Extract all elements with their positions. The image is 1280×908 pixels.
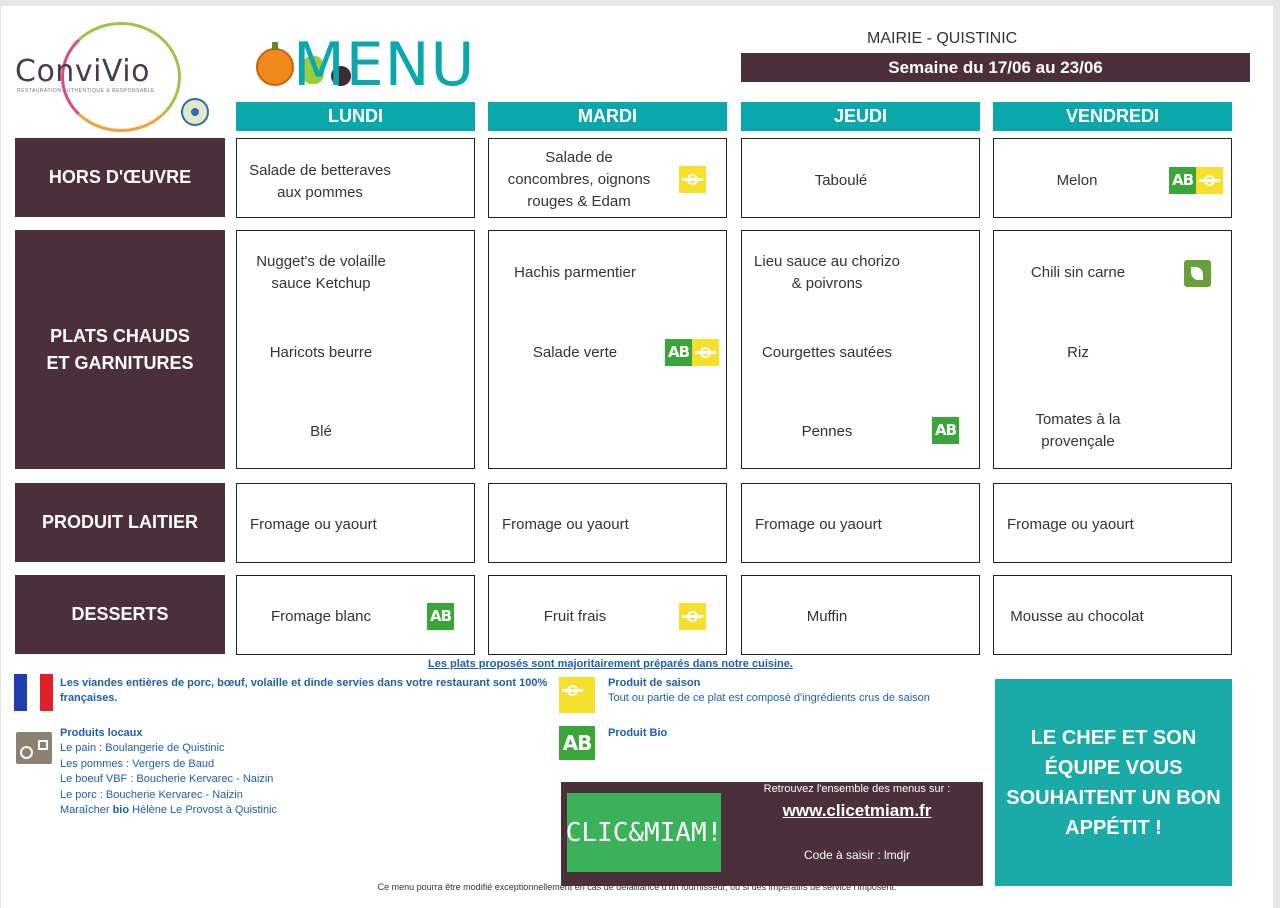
menu-cell-lundi-desserts: [236, 575, 475, 655]
menu-cell-mardi-laitier: [488, 483, 727, 563]
local-product-item: Le boeuf VBF : Boucherie Kervarec - Naizin: [60, 773, 274, 786]
menu-cell-vendredi-desserts: [993, 575, 1232, 655]
dish-text: Fruit frais: [543, 608, 607, 625]
bio-ab-icon: AB: [1169, 167, 1196, 194]
dish-text: Salade verte: [532, 344, 618, 361]
dish-text: Muffin: [806, 608, 848, 625]
france-flag-icon: [14, 674, 53, 711]
location-label: MAIRIE - QUISTINIC: [867, 30, 1018, 47]
footer-disclaimer: Ce menu pourra être modifié exceptionnellement en cas de défaillance d'un fournisseur, ou si des impératifs de service l'imposent.: [377, 882, 897, 892]
seasonal-sun-icon: [1196, 167, 1223, 194]
local-products-legend: [60, 726, 380, 818]
dish-text: Taboulé: [814, 172, 868, 189]
category-laitier: [15, 483, 225, 562]
bio-ab-icon: AB: [932, 417, 959, 444]
dish-text: Fromage ou yaourt: [1007, 516, 1134, 533]
tractor-icon: [16, 732, 52, 764]
reseau-badge-icon: [181, 98, 209, 126]
dish-text: Tomates à la provençale: [1035, 411, 1121, 450]
menu-cell-lundi-laitier: [236, 483, 475, 563]
clicetmiam-intro: Retrouvez l'ensemble des menus sur :: [763, 783, 951, 795]
dish-text: Fromage ou yaourt: [502, 516, 629, 533]
local-product-item: Maraîcher bio Hélène Le Provost à Quistinic: [60, 803, 278, 816]
chef-message: LE CHEF ET SON ÉQUIPE VOUS SOUHAITENT UN BON APPÉTIT !: [1006, 726, 1221, 839]
bio-ab-icon: AB: [427, 603, 454, 630]
day-header-lundi: LUNDI: [236, 102, 475, 131]
category-plats: [15, 230, 225, 469]
menu-cell-lundi-plats: [236, 230, 475, 469]
menu-cell-jeudi-desserts: [741, 575, 980, 655]
convivio-logo-text: ConviVio: [15, 54, 150, 89]
menu-cell-vendredi-laitier: [993, 483, 1232, 563]
vegetarian-leaf-icon: [1184, 260, 1211, 287]
menu-cell-jeudi-plats: [741, 230, 980, 469]
clicetmiam-code: Code à saisir : lmdjr: [803, 848, 911, 862]
clicetmiam-logo: CLIC&MIAM!: [567, 793, 721, 872]
bio-ab-icon: AB: [665, 339, 692, 366]
day-header-vendredi: VENDREDI: [993, 102, 1232, 131]
day-header-mardi: MARDI: [488, 102, 727, 131]
dish-text: Courgettes sautées: [761, 344, 893, 361]
page-title: MENU: [293, 30, 476, 100]
seasonal-sun-icon: [679, 603, 706, 630]
menu-cell-mardi-plats: [488, 230, 727, 469]
dish-text: Chili sin carne: [1030, 264, 1126, 281]
menu-cell-jeudi-laitier: [741, 483, 980, 563]
category-label: PLATS CHAUDS ET GARNITURES: [46, 325, 194, 373]
chef-message-panel: [995, 679, 1232, 886]
dish-text: Hachis parmentier: [514, 264, 636, 281]
seasonal-sun-icon: [559, 677, 595, 713]
dish-text: Melon: [1056, 172, 1098, 189]
menu-cell-mardi-desserts: [488, 575, 727, 655]
menu-cell-jeudi-hors: [741, 138, 980, 218]
menu-cell-vendredi-hors: [993, 138, 1232, 218]
menu-cell-lundi-hors: [236, 138, 475, 218]
convivio-logo-tagline: RESTAURATION AUTHENTIQUE & RESPONSABLE: [17, 88, 155, 94]
viandes-note: Les viandes entières de porc, bœuf, volaille et dinde servies dans votre restaurant sont 100% françaises.: [60, 677, 548, 705]
seasonal-legend-text: Tout ou partie de ce plat est composé d'ingrédients crus de saison: [608, 692, 930, 705]
dish-text: Nugget's de volaille sauce Ketchup: [256, 253, 386, 292]
category-label: HORS D'ŒUVRE: [48, 167, 192, 187]
dish-text: Haricots beurre: [269, 344, 373, 361]
seasonal-legend: [608, 676, 988, 707]
week-banner: Semaine du 17/06 au 23/06: [741, 53, 1250, 82]
dish-text: Fromage ou yaourt: [250, 516, 377, 533]
category-label: PRODUIT LAITIER: [42, 512, 198, 532]
pumpkin-icon: [256, 48, 294, 86]
dish-text: Lieu sauce au chorizo & poivrons: [754, 253, 900, 292]
bio-ab-icon: AB: [559, 726, 595, 760]
dish-text: Mousse au chocolat: [1010, 608, 1144, 625]
dish-text: Riz: [1067, 344, 1089, 361]
seasonal-legend-title: Produit de saison: [608, 677, 701, 689]
dish-text: Salade de betteraves aux pommes: [249, 162, 391, 201]
menu-cell-mardi-hors: [488, 138, 727, 218]
local-product-item: Le pain : Boulangerie de Quistinic: [60, 742, 225, 755]
dish-text: Pennes: [801, 423, 853, 440]
dish-text: Fromage blanc: [270, 608, 372, 625]
menu-sheet: [1, 6, 1273, 908]
dish-text: Salade de concombres, oignons rouges & Edam: [507, 149, 651, 210]
local-product-item: Les pommes : Vergers de Baud: [60, 757, 215, 770]
category-desserts: [15, 575, 225, 654]
local-product-item: Le porc : Boucherie Kervarec - Naizin: [60, 788, 243, 801]
local-products-title: Produits locaux: [60, 727, 143, 739]
bio-legend-title: Produit Bio: [608, 727, 668, 739]
category-hors-doeuvre: [15, 138, 225, 217]
dish-text: Fromage ou yaourt: [755, 516, 882, 533]
day-header-jeudi: JEUDI: [741, 102, 980, 131]
category-label: DESSERTS: [71, 604, 169, 624]
cuisine-note: Les plats proposés sont majoritairement préparés dans notre cuisine.: [428, 658, 793, 670]
dish-text: Blé: [310, 423, 332, 440]
seasonal-sun-icon: [679, 166, 706, 193]
clicetmiam-link[interactable]: www.clicetmiam.fr: [782, 801, 932, 820]
seasonal-sun-icon: [692, 339, 719, 366]
menu-cell-vendredi-plats: [993, 230, 1232, 469]
